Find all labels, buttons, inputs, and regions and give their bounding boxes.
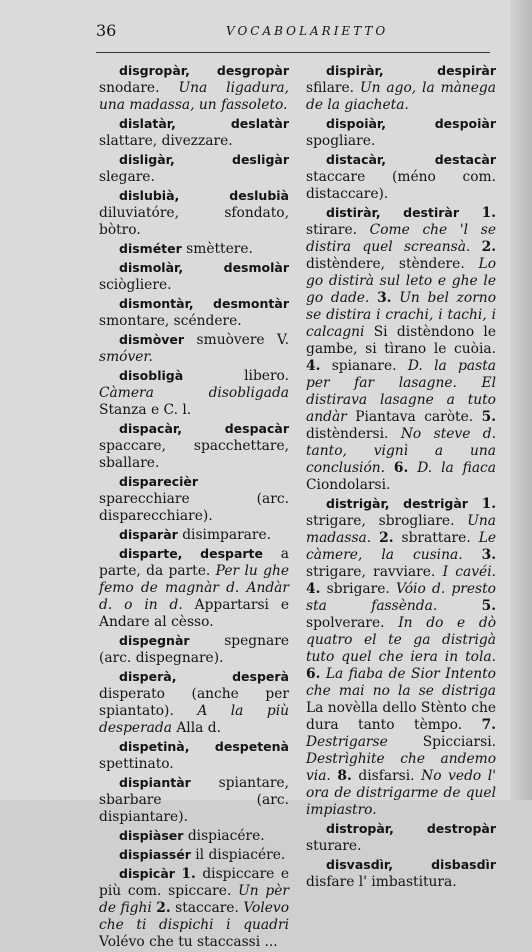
entry-definition: smontare, scéndere. bbox=[99, 313, 242, 329]
entry-example: Destrìghite che andemo via. bbox=[306, 751, 496, 784]
entry-example: Una ligadura, una madassa, un fassoleto. bbox=[99, 80, 289, 113]
entry-headword: disparàr bbox=[119, 527, 178, 542]
entry-headword: disméter bbox=[119, 241, 182, 256]
entry-definition bbox=[470, 239, 481, 255]
entry-definition: Alla d. bbox=[171, 720, 221, 736]
dictionary-entry bbox=[99, 632, 289, 667]
entry-headword: disvasdìr, disbasdìr bbox=[326, 857, 496, 872]
entry-definition: smuòvere V. bbox=[184, 332, 289, 348]
entry-definition bbox=[369, 290, 377, 306]
header-rule bbox=[96, 52, 490, 53]
entry-definition bbox=[437, 598, 481, 614]
entry-example: D. la fiaca bbox=[417, 460, 497, 476]
entry-headword: dispetinà, despetenà bbox=[119, 739, 289, 754]
entry-definition: Piantava caròte. bbox=[346, 409, 482, 425]
dictionary-entry bbox=[306, 495, 496, 819]
entry-headword: distropàr, destropàr bbox=[326, 821, 496, 836]
entry-definition: slattare, divezzare. bbox=[99, 133, 233, 149]
sense-number: 2. bbox=[481, 239, 496, 255]
sense-number: 3. bbox=[377, 290, 392, 306]
entry-definition: libero. bbox=[183, 368, 289, 384]
sense-number: 4. bbox=[306, 581, 321, 597]
dictionary-entry bbox=[99, 473, 289, 525]
entry-headword: dispiantàr bbox=[119, 775, 191, 790]
dictionary-entry bbox=[306, 151, 496, 203]
dictionary-entry bbox=[99, 774, 289, 826]
entry-definition: Appartarsi e Andare al cèsso. bbox=[99, 597, 289, 630]
entry-headword: dismontàr, desmontàr bbox=[119, 296, 289, 311]
entry-definition: Ciondolarsi. bbox=[306, 477, 391, 493]
entry-example: Vóio d. presto sta fassènda. bbox=[306, 581, 496, 614]
sense-number: 3. bbox=[481, 547, 497, 563]
entry-definition: stirare. bbox=[306, 222, 370, 238]
entry-definition: sfilare. bbox=[306, 80, 360, 96]
entry-definition: staccare. bbox=[170, 900, 244, 916]
dictionary-entry bbox=[99, 827, 289, 845]
entry-definition bbox=[371, 530, 379, 546]
page-edge-shadow bbox=[510, 0, 532, 800]
entry-headword: distacàr, destacàr bbox=[326, 152, 496, 167]
dictionary-entry bbox=[99, 62, 289, 114]
right-column bbox=[306, 62, 496, 892]
dictionary-entry bbox=[99, 240, 289, 258]
entry-headword: dismolàr, desmolàr bbox=[119, 260, 289, 275]
entry-definition: slegare. bbox=[99, 169, 155, 185]
sense-number: 1. bbox=[481, 496, 497, 512]
dictionary-entry bbox=[306, 62, 496, 114]
entry-definition: La novèlla dello Stènto che dura tanto tèmpo. bbox=[306, 700, 496, 733]
entry-definition bbox=[459, 205, 482, 221]
dictionary-entry bbox=[99, 545, 289, 631]
dictionary-entry bbox=[99, 668, 289, 737]
entry-definition: spianare. bbox=[320, 358, 408, 374]
dictionary-entry bbox=[99, 115, 289, 150]
entry-definition: spegnare (arc. dispegnare). bbox=[99, 633, 289, 666]
dictionary-entry bbox=[99, 738, 289, 773]
sense-number: 8. bbox=[337, 768, 352, 784]
entry-definition: strigare, sbrogliare. bbox=[306, 513, 468, 529]
entry-definition: a parte, da parte. bbox=[99, 546, 289, 579]
entry-headword: disgropàr, desgropàr bbox=[119, 63, 289, 78]
entry-example: Un pèr de fighi bbox=[99, 883, 289, 916]
entry-definition: sturare. bbox=[306, 838, 362, 854]
entry-definition: il dispiacére. bbox=[190, 847, 286, 863]
dictionary-entry bbox=[99, 526, 289, 544]
entry-example: Un ago, la mànega de la giacheta. bbox=[306, 80, 496, 113]
sense-number: 2. bbox=[156, 900, 171, 916]
entry-definition: dispiacére. bbox=[183, 828, 265, 844]
sense-number: 5. bbox=[481, 409, 496, 425]
entry-definition: sparecchiare (arc. disparecchiare). bbox=[99, 491, 289, 524]
entry-example: Come che 'l se distira quel screansà. bbox=[306, 222, 496, 255]
entry-headword: distiràr, destiràr bbox=[326, 205, 460, 220]
sense-number: 2. bbox=[379, 530, 394, 546]
dictionary-entry bbox=[99, 846, 289, 864]
entry-definition: sbrigare. bbox=[320, 581, 397, 597]
page-number: 36 bbox=[96, 21, 117, 40]
entry-headword: dispicàr bbox=[119, 866, 175, 881]
entry-definition: snodare. bbox=[99, 80, 179, 96]
entry-example: A la più desperada bbox=[99, 703, 289, 736]
entry-example: No steve d. tanto, vignì a una conclusión. bbox=[306, 426, 496, 476]
dictionary-entry bbox=[306, 820, 496, 855]
entry-headword: dislubià, deslubià bbox=[119, 188, 289, 203]
entry-example: Càmera disobligada bbox=[99, 385, 289, 401]
entry-definition: staccare (méno com. distaccare). bbox=[306, 169, 496, 202]
entry-headword: disobligà bbox=[119, 368, 184, 383]
entry-definition bbox=[408, 460, 417, 476]
entry-headword: disperà, desperà bbox=[119, 669, 289, 684]
entry-definition: disimparare. bbox=[177, 527, 272, 543]
entry-definition: disfarsi. bbox=[351, 768, 422, 784]
entry-example: Volevo che ti dispichi i quadri bbox=[99, 900, 290, 933]
entry-definition bbox=[385, 460, 394, 476]
left-column bbox=[99, 62, 289, 952]
entry-definition bbox=[463, 547, 482, 563]
dictionary-entry bbox=[99, 367, 289, 419]
entry-definition: Spicciarsi. bbox=[387, 734, 496, 750]
entry-definition: Si distèndono le gambe, si tìrano le cuòia. bbox=[306, 324, 496, 357]
sense-number: 6. bbox=[306, 666, 321, 682]
entry-example: No vedo l' ora de distrigarme de quel impiastro. bbox=[306, 768, 496, 818]
entry-definition: spettinato. bbox=[99, 756, 174, 772]
entry-headword: distrigàr, destrigàr bbox=[326, 496, 468, 511]
entry-example: Un bel zorno se distira i crachi, i tachi, i calcagni bbox=[306, 290, 497, 340]
entry-headword: dismòver bbox=[119, 332, 185, 347]
sense-number: 1. bbox=[481, 205, 496, 221]
entry-example: Una madassa. bbox=[306, 513, 496, 546]
sense-number: 5. bbox=[481, 598, 496, 614]
dictionary-entry bbox=[306, 115, 496, 150]
entry-definition: diluviatóre, sfondato, bòtro. bbox=[99, 205, 289, 238]
entry-headword: dispiassér bbox=[119, 847, 191, 862]
entry-headword: disparecièr bbox=[119, 474, 199, 489]
entry-example: In do e dò quatro el te ga distrigà tuto quel che iera in tola. bbox=[306, 615, 497, 665]
dictionary-entry bbox=[99, 865, 289, 951]
entry-headword: dispiàser bbox=[119, 828, 184, 843]
entry-definition: spolverare. bbox=[306, 615, 399, 631]
sense-number: 4. bbox=[306, 358, 321, 374]
entry-example: Destrigarse bbox=[306, 734, 388, 750]
dictionary-entry bbox=[99, 420, 289, 472]
dictionary-entry bbox=[306, 856, 496, 891]
entry-definition bbox=[468, 496, 482, 512]
entry-example: I cavéi. bbox=[442, 564, 496, 580]
dictionary-entry bbox=[99, 331, 289, 366]
entry-definition: dispiccare e più com. spiccare. bbox=[99, 866, 289, 899]
dictionary-entry bbox=[99, 151, 289, 186]
entry-definition: sciògliere. bbox=[99, 277, 172, 293]
page-header bbox=[0, 10, 532, 52]
entry-definition: Stanza e C. l. bbox=[99, 402, 192, 418]
entry-headword: dispegnàr bbox=[119, 633, 190, 648]
dictionary-entry bbox=[306, 204, 496, 494]
dictionary-entry bbox=[99, 259, 289, 294]
entry-headword: dispoiàr, despoiàr bbox=[326, 116, 496, 131]
entry-headword: dispacàr, despacàr bbox=[119, 421, 289, 436]
sense-number: 6. bbox=[393, 460, 409, 476]
sense-number: 7. bbox=[481, 717, 496, 733]
entry-example: La fiaba de Sior Intento che mai no la se distriga bbox=[306, 666, 496, 699]
entry-definition: sbrattare. bbox=[393, 530, 479, 546]
entry-headword: disligàr, desligàr bbox=[119, 152, 289, 167]
entry-definition: distèndersi. bbox=[306, 426, 401, 442]
entry-definition: spaccare, spacchettare, sballare. bbox=[99, 438, 289, 471]
entry-definition: Volévo che tu staccassi ... bbox=[99, 934, 278, 950]
dictionary-entry bbox=[99, 295, 289, 330]
dictionary-entry bbox=[99, 187, 289, 239]
entry-example: Per lu ghe femo de magnàr d. Andàr d. o in d. bbox=[99, 563, 289, 613]
entry-headword: dispiràr, despiràr bbox=[326, 63, 496, 78]
entry-example: Le càmere, la cusina. bbox=[306, 530, 497, 563]
entry-headword: dislatàr, deslatàr bbox=[119, 116, 289, 131]
entry-definition: spiantare, sbarbare (arc. dispiantare). bbox=[99, 775, 289, 825]
entry-example: smóver. bbox=[99, 349, 153, 365]
entry-example: Lo go distirà sul leto e ghe le go dade. bbox=[306, 256, 496, 306]
entry-definition: smèttere. bbox=[181, 241, 253, 257]
entry-definition: disfare l' imbastitura. bbox=[306, 874, 457, 890]
entry-definition: distèndere, stèndere. bbox=[306, 256, 479, 272]
sense-number: 1. bbox=[181, 866, 196, 882]
entry-headword: disparte, desparte bbox=[119, 546, 264, 561]
entry-example: D. la pasta per far lasagne. El distirava lasagne a tuto andàr bbox=[306, 358, 496, 425]
entry-definition: strigare, ravviare. bbox=[306, 564, 443, 580]
entry-definition: disperato (anche per spiantato). bbox=[99, 686, 289, 719]
running-title: VOCABOLARIETTO bbox=[226, 24, 389, 38]
entry-definition: spogliare. bbox=[306, 133, 376, 149]
